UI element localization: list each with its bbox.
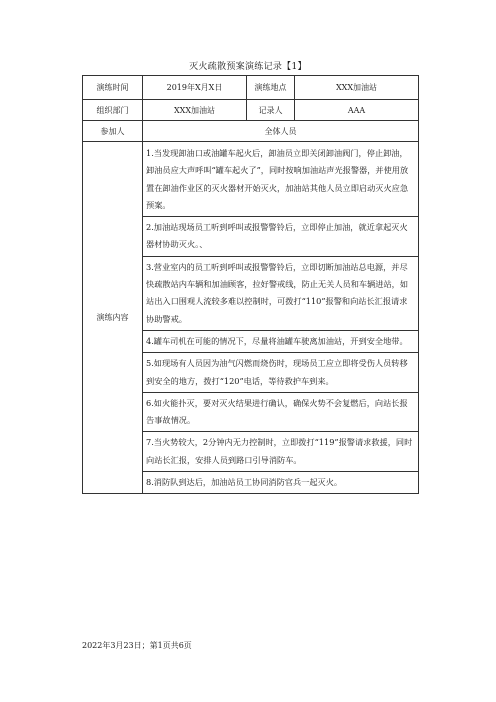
content-item-5: 5.如现场有人员因为油气闪燃而烧伤时，现场员工应立即将受伤人员转移到安全的地方，拨打“120”电话，等待救护车到来。	[143, 352, 418, 392]
content-item-8: 8.消防队到达后，加油站员工协同消防官兵一起灭火。	[143, 471, 418, 493]
content-item-4: 4.罐车司机在可能的情况下，尽量将油罐车驶离加油站，开到安全地带。	[143, 330, 418, 352]
table-row-department-recorder	[83, 100, 419, 121]
document-title: 灭火疏散预案演练记录【1】	[189, 62, 307, 72]
drill-record-table	[82, 75, 419, 494]
location-label: 演练地点	[247, 76, 295, 100]
content-item-1: 1.当发现卸油口或油罐车起火后，卸油员立即关闭卸油阀门，停止卸油，卸油员应大声呼叫“罐车起火了”，同时按响加油站声光报警器，并使用放置在卸油作业区的灭火器材开始灭火，加油站其他人员立即启动灭火应急预案。	[146, 148, 409, 210]
content-item-6: 6.如火能扑灭，要对灭火结果进行确认，确保火势不会复燃后，向站长报告事故情况。	[143, 392, 418, 432]
content-cell	[143, 142, 419, 494]
department-value: XXX加油站	[143, 100, 247, 121]
content-item-7: 7.当火势较大，2分钟内无力控制时，立即拨打“119”报警请求救援，同时向站长汇报，安排人员到路口引导消防车。	[143, 431, 418, 471]
table-row-time-location	[83, 76, 419, 100]
participants-value: 全体人员	[143, 121, 419, 142]
page-footer: 2022年3月23日；第1页共6页	[82, 641, 192, 650]
content-label: 演练内容	[83, 142, 143, 494]
table-row-content	[83, 142, 419, 494]
drill-time-value: 2019年X月X日	[143, 76, 247, 100]
department-label: 组织部门	[83, 100, 143, 121]
table-row-participants	[83, 121, 419, 142]
drill-time-label: 演练时间	[83, 76, 143, 100]
recorder-value: AAA	[295, 100, 419, 121]
participants-label: 参加人	[83, 121, 143, 142]
recorder-label: 记录人	[247, 100, 295, 121]
content-item-3: 3.营业室内的员工听到呼叫或报警警铃后，立即切断加油站总电源，并尽快疏散站内车辆和加油顾客，拉好警戒线，防止无关人员和车辆进站，如站出入口围观人流较多难以控制时，可拨打“110”报警和向站长汇报请求协助警戒。	[143, 256, 418, 330]
location-value: XXX加油站	[295, 76, 419, 100]
content-item-2: 2.加油站现场员工听到呼叫或报警警铃后，立即停止加油，就近拿起灭火器材协助灭火。、	[143, 216, 418, 256]
